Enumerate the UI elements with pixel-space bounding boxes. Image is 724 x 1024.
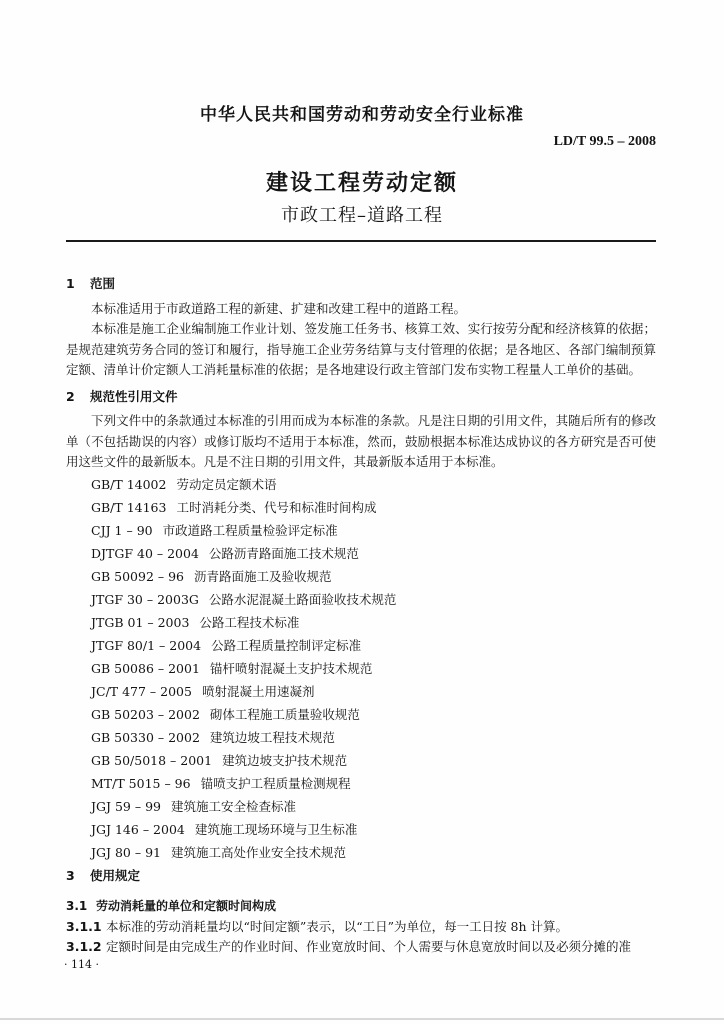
reference-item: [91, 772, 656, 795]
clause-text: 本标准的劳动消耗量均以“时间定额”表示，以“工日”为单位，每一工日按 8h 计算。: [106, 918, 569, 934]
reference-item: [91, 496, 656, 519]
reference-name: 喷射混凝土用速凝剂: [201, 683, 315, 699]
reference-name: 劳动定员定额术语: [176, 476, 277, 492]
reference-code: CJJ 1 – 90: [91, 522, 153, 538]
scan-edge-line: [0, 1018, 724, 1020]
reference-code: JTGF 30 – 2003G: [91, 591, 199, 607]
clause-number: 3.1.1: [66, 918, 102, 934]
section-title: 范围: [90, 276, 116, 291]
reference-name: 砌体工程施工质量验收规范: [209, 706, 360, 722]
reference-item: [91, 657, 656, 680]
reference-name: 建筑边坡支护技术规范: [222, 752, 348, 768]
section-1-heading: [66, 274, 656, 295]
reference-item: [91, 473, 656, 496]
reference-name: 公路沥青路面施工技术规范: [208, 545, 359, 561]
reference-item: [91, 841, 656, 864]
title-divider: [66, 240, 656, 242]
section-title: 使用规定: [90, 867, 141, 883]
reference-code: GB/T 14002: [91, 476, 167, 492]
subsection-number: 3.1: [66, 899, 88, 913]
reference-name: 工时消耗分类、代号和标准时间构成: [176, 499, 377, 515]
subsection-heading: [66, 896, 656, 917]
clause: [66, 917, 656, 938]
reference-code: JTGB 01 – 2003: [91, 614, 190, 630]
subsection-title: 劳动消耗量的单位和定额时间构成: [96, 899, 277, 913]
reference-code: GB 50203 – 2002: [91, 706, 200, 722]
reference-code: GB 50086 – 2001: [91, 660, 200, 676]
reference-code: JC/T 477 – 2005: [91, 683, 192, 699]
reference-item: [91, 749, 656, 772]
section-1-content: [66, 299, 656, 381]
reference-item: [91, 588, 656, 611]
reference-code: DJTGF 40 – 2004: [91, 545, 199, 561]
document-subtitle: 市政工程–道路工程: [281, 205, 443, 226]
reference-name: 公路水泥混凝土路面验收技术规范: [208, 591, 397, 607]
reference-list: [66, 473, 656, 864]
reference-name: 建筑施工安全检查标准: [171, 798, 297, 814]
section-2-heading: [66, 387, 656, 408]
paragraph: 下列文件中的条款通过本标准的引用而成为本标准的条款。凡是注日期的引用文件，其随后所有的修改单（不包括勘误的内容）或修订版均不适用于本标准，然而，鼓励根据本标准达成协议的各方研究是否可使用这些文件的最新版本。凡是不注日期的引用文件，其最新版本适用于本标准。: [66, 413, 656, 469]
reference-item: [91, 703, 656, 726]
paragraph: 本标准适用于市政道路工程的新建、扩建和改建工程中的道路工程。: [91, 300, 467, 316]
clause-number: 3.1.2: [66, 939, 102, 954]
clause-text: 定额时间是由完成生产的作业时间、作业宽放时间、个人需要与休息宽放时间以及必须分摊的准: [106, 939, 632, 954]
reference-code: MT/T 5015 – 96: [91, 775, 191, 791]
reference-name: 公路工程技术标准: [199, 614, 300, 630]
reference-item: [91, 542, 656, 565]
section-2-content: [66, 411, 656, 864]
reference-item: [91, 818, 656, 841]
page-number: · 114 ·: [64, 958, 99, 971]
reference-code: GB/T 14163: [91, 499, 167, 515]
reference-code: JGJ 80 – 91: [91, 844, 161, 860]
document-title: 建设工程劳动定额: [265, 171, 458, 196]
reference-name: 建筑施工高处作业安全技术规范: [171, 844, 347, 860]
section-title: 规范性引用文件: [90, 388, 178, 404]
reference-name: 市政道路工程质量检验评定标准: [162, 522, 338, 538]
reference-item: [91, 680, 656, 703]
reference-name: 建筑边坡工程技术规范: [209, 729, 335, 745]
industry-standard-header: 中华人民共和国劳动和劳动安全行业标准: [200, 105, 524, 125]
section-number: 1: [66, 276, 75, 291]
reference-name: 锚杆喷射混凝土支护技术规范: [209, 660, 373, 676]
reference-code: GB 50330 – 2002: [91, 729, 200, 745]
reference-code: GB 50/5018 – 2001: [91, 752, 213, 768]
reference-code: JGJ 59 – 99: [91, 798, 161, 814]
reference-item: [91, 565, 656, 588]
paragraph: 本标准是施工企业编制施工作业计划、签发施工任务书、核算工效、实行按劳分配和经济核算的依据；是规范建筑劳务合同的签订和履行，指导施工企业劳务结算与支付管理的依据；是各地区、各部门编制预算定额、清单计价定额人工消耗量标准的依据；是各地建设行政主管部门发布实物工程量人工单价的基础。: [66, 321, 656, 377]
reference-item: [91, 519, 656, 542]
reference-name: 建筑施工现场环境与卫生标准: [194, 821, 358, 837]
reference-item: [91, 634, 656, 657]
section-3-heading: [66, 866, 656, 887]
reference-code: GB 50092 – 96: [91, 568, 185, 584]
reference-code: JTGF 80/1 – 2004: [91, 637, 202, 653]
section-number: 3: [66, 867, 75, 883]
reference-item: [91, 795, 656, 818]
document-body: [66, 274, 656, 958]
clause: [66, 937, 656, 958]
reference-name: 锚喷支护工程质量检测规程: [200, 775, 351, 791]
reference-name: 沥青路面施工及验收规范: [194, 568, 332, 584]
reference-name: 公路工程质量控制评定标准: [211, 637, 362, 653]
section-number: 2: [66, 388, 75, 404]
reference-item: [91, 611, 656, 634]
reference-code: JGJ 146 – 2004: [91, 821, 185, 837]
standard-number: LD/T 99.5 – 2008: [553, 134, 656, 149]
reference-item: [91, 726, 656, 749]
